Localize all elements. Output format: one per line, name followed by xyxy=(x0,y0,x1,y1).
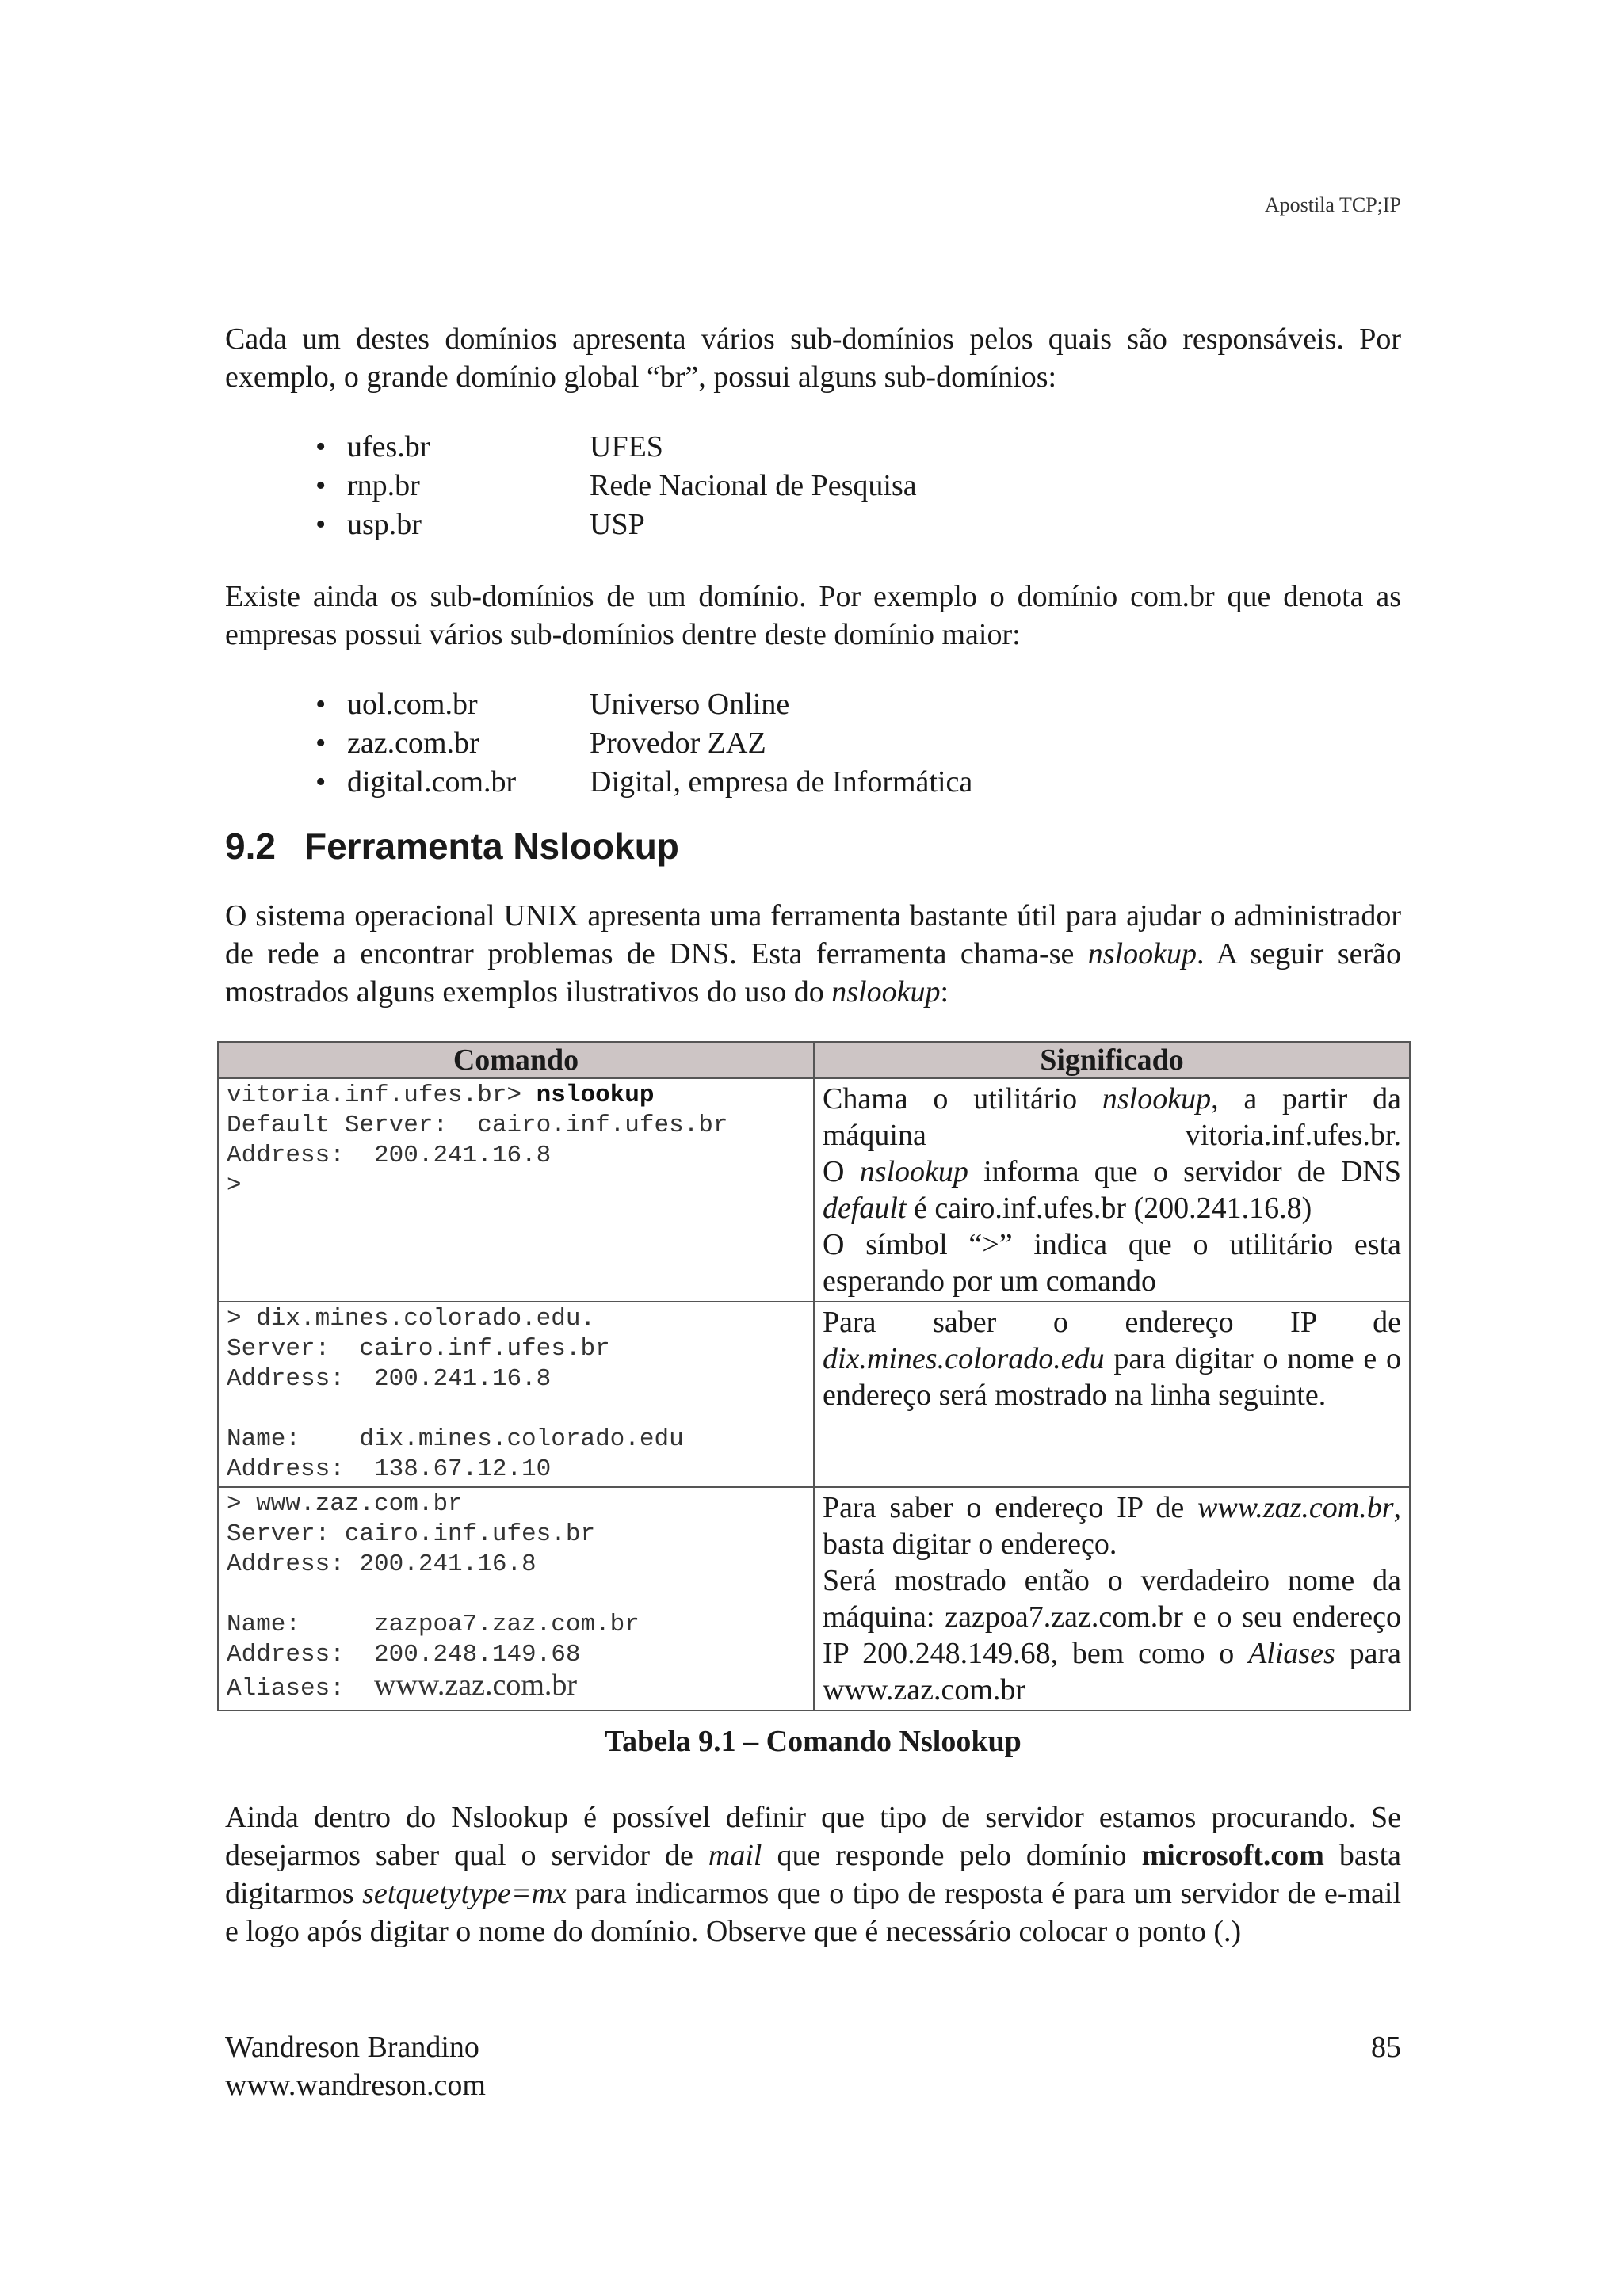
text-run: que responde pelo domínio xyxy=(762,1839,1142,1872)
aliases-value: www.zaz.com.br xyxy=(374,1669,578,1702)
footer-row xyxy=(225,2066,1401,2104)
emphasis: nslookup xyxy=(1102,1082,1212,1116)
text-run: Ainda dentro do Nslookup é possível definir que tipo de servidor estamos procurando. Se desejarmos saber qual o servidor de xyxy=(225,1801,1401,1872)
list-item-domain: zaz.com.br xyxy=(347,727,479,760)
prompt-text: vitoria.inf.ufes.br> xyxy=(227,1081,537,1109)
mx-paragraph xyxy=(225,1798,1401,1951)
table-caption: Tabela 9.1 – Comando Nslookup xyxy=(605,1725,1022,1758)
command-line: Address: 200.248.149.68 xyxy=(227,1641,581,1669)
meaning-text xyxy=(823,1304,1401,1413)
text-run: Será mostrado então o verdadeiro nome da máquina: zazpoa7.zaz.com.br e o seu endereço IP 200.248.149.68, bem como o xyxy=(823,1564,1401,1670)
footer-website: www.wandreson.com xyxy=(225,2069,486,2102)
list-item-desc: Provedor ZAZ xyxy=(590,727,766,760)
command-line: Default Server: cairo.inf.ufes.br xyxy=(227,1112,728,1139)
table-row xyxy=(218,1487,1410,1711)
command-cell xyxy=(218,1078,814,1302)
meaning-text xyxy=(823,1081,1401,1154)
bullet-icon: • xyxy=(315,430,327,463)
emphasis: nslookup xyxy=(1087,937,1197,971)
bullet-icon: • xyxy=(315,727,327,760)
text-run: : xyxy=(940,975,949,1009)
table-header-row xyxy=(218,1042,1410,1078)
meaning-text xyxy=(823,1562,1401,1708)
list-item xyxy=(315,685,1401,724)
aliases-label: Aliases: xyxy=(227,1675,375,1703)
list-item xyxy=(315,763,1401,802)
command-line xyxy=(227,1670,805,1704)
text-run: Para saber o endereço IP de xyxy=(823,1491,1198,1524)
running-header: Apostila TCP;IP xyxy=(1264,193,1401,216)
bullet-icon: • xyxy=(315,765,327,799)
section-heading xyxy=(225,824,1401,868)
text-run: Para saber o endereço IP de xyxy=(823,1306,1401,1339)
column-header-meaning: Significado xyxy=(814,1042,1410,1078)
nslookup-intro-paragraph xyxy=(225,897,1401,1011)
text-run: para digitar o nome e o endereço será mostrado na linha seguinte. xyxy=(823,1342,1401,1412)
paragraph-com-br: Existe ainda os sub-domínios de um domínio. Por exemplo o domínio com.br que denota as empresas possui vários sub-domínios dentre deste domínio maior: xyxy=(225,580,1401,651)
command-line: Name: dix.mines.colorado.edu xyxy=(227,1425,684,1453)
emphasis: mail xyxy=(708,1839,762,1872)
table-row xyxy=(218,1302,1410,1487)
text-run: para indicarmos que o tipo de resposta é para um servidor de e-mail e logo após digitar o nome do domínio. Observe que é necessário colocar o ponto (.) xyxy=(225,1877,1402,1948)
list-item xyxy=(315,428,1401,467)
list-item-desc: Universo Online xyxy=(590,688,790,721)
command-line: > xyxy=(227,1172,242,1199)
nslookup-table xyxy=(217,1041,1411,1711)
list-item-domain: usp.br xyxy=(347,508,422,541)
meaning-cell xyxy=(814,1302,1410,1487)
command-line: Name: zazpoa7.zaz.com.br xyxy=(227,1611,640,1638)
command-line: Address: 200.241.16.8 xyxy=(227,1365,552,1393)
list-item-desc: Digital, empresa de Informática xyxy=(590,765,973,799)
emphasis: www.zaz.com.br xyxy=(1197,1491,1394,1524)
list-item xyxy=(315,724,1401,763)
list-item-desc: Rede Nacional de Pesquisa xyxy=(590,469,917,502)
bullet-icon: • xyxy=(315,508,327,541)
bullet-icon: • xyxy=(315,688,327,721)
command-line xyxy=(227,1081,805,1111)
text-run: Chama o utilitário xyxy=(823,1082,1102,1116)
main-content xyxy=(225,320,1401,1951)
meaning-cell xyxy=(814,1078,1410,1302)
emphasis: default xyxy=(823,1192,907,1225)
footer-row xyxy=(225,2028,1401,2066)
strong-text: microsoft.com xyxy=(1141,1839,1324,1872)
meaning-text xyxy=(823,1489,1401,1562)
text-run: O xyxy=(823,1155,860,1188)
command-line: > www.zaz.com.br xyxy=(227,1490,463,1518)
emphasis: dix.mines.colorado.edu xyxy=(823,1342,1105,1375)
text-run: O sistema operacional UNIX apresenta uma ferramenta bastante útil para ajudar o administrador de rede a encontrar problemas de DNS. Esta ferramenta chama-se xyxy=(225,899,1401,971)
list-item-domain: rnp.br xyxy=(347,469,420,502)
list-item-desc: UFES xyxy=(590,430,663,463)
blank-line xyxy=(227,1394,805,1425)
typed-command: nslookup xyxy=(536,1081,655,1109)
list-item-domain: ufes.br xyxy=(347,430,430,463)
list-item xyxy=(315,505,1401,544)
subdomain-list-br xyxy=(225,428,1401,544)
section-number: 9.2 xyxy=(225,826,276,867)
emphasis: Aliases xyxy=(1248,1637,1335,1670)
text-run: informa que o servidor de DNS xyxy=(968,1155,1401,1188)
intro-paragraph: Cada um destes domínios apresenta vários sub-domínios pelos quais são responsáveis. Por exemplo, o grande domínio global “br”, possui alguns sub-domínios: xyxy=(225,322,1401,394)
list-item-domain: uol.com.br xyxy=(347,688,478,721)
text-run: é cairo.inf.ufes.br (200.241.16.8) xyxy=(906,1192,1312,1225)
text-run: , a partir da máquina vitoria.inf.ufes.br. xyxy=(823,1082,1401,1152)
subdomain-list-com-br xyxy=(225,685,1401,802)
text-run: para www.zaz.com.br xyxy=(823,1637,1401,1707)
blank-line xyxy=(227,1580,805,1610)
column-header-command: Comando xyxy=(218,1042,814,1078)
command-line: Address: 138.67.12.10 xyxy=(227,1455,552,1483)
footer-author: Wandreson Brandino xyxy=(225,2031,479,2064)
page-number: 85 xyxy=(1371,2031,1401,2064)
list-item xyxy=(315,467,1401,505)
page-footer xyxy=(225,2028,1401,2104)
command-line: Server: cairo.inf.ufes.br xyxy=(227,1520,596,1548)
command-cell xyxy=(218,1487,814,1711)
emphasis: setquetytype=mx xyxy=(362,1877,567,1910)
bullet-icon: • xyxy=(315,469,327,502)
command-line: Server: cairo.inf.ufes.br xyxy=(227,1335,610,1363)
meaning-text: O símbol “>” indica que o utilitário esta esperando por um comando xyxy=(823,1228,1401,1298)
table-row xyxy=(218,1078,1410,1302)
text-run: , basta digitar o endereço. xyxy=(823,1491,1401,1561)
text-run: basta digitarmos xyxy=(225,1839,1402,1910)
emphasis: nslookup xyxy=(831,975,941,1009)
text-run: . A seguir serão mostrados alguns exemplos ilustrativos do uso do xyxy=(225,937,1401,1009)
meaning-text xyxy=(823,1154,1401,1226)
command-line: > dix.mines.colorado.edu. xyxy=(227,1305,596,1333)
command-line: Address: 200.241.16.8 xyxy=(227,1142,552,1169)
command-cell xyxy=(218,1302,814,1487)
list-item-desc: USP xyxy=(590,508,645,541)
command-line: Address: 200.241.16.8 xyxy=(227,1550,537,1578)
emphasis: nslookup xyxy=(859,1155,968,1188)
list-item-domain: digital.com.br xyxy=(347,765,517,799)
meaning-cell xyxy=(814,1487,1410,1711)
section-title: Ferramenta Nslookup xyxy=(304,826,679,867)
